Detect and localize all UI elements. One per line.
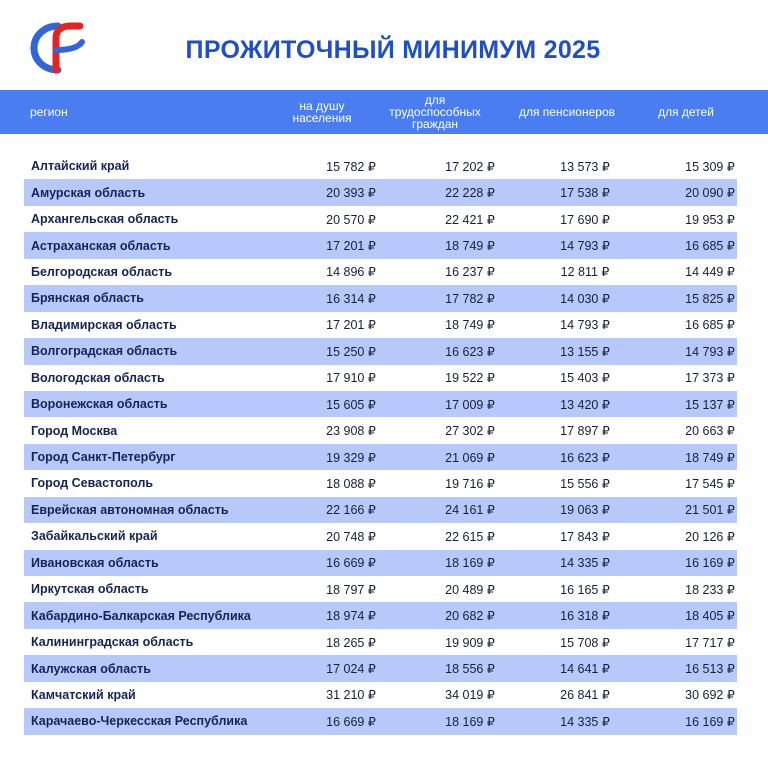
per-capita-cell: 18 974 ₽ (326, 609, 376, 624)
region-cell: Забайкальский край (31, 529, 158, 544)
pensioners-cell: 17 897 ₽ (560, 424, 610, 439)
region-cell: Воронежская область (31, 397, 168, 412)
table-row (24, 338, 737, 364)
children-cell: 20 090 ₽ (685, 186, 735, 201)
per-capita-cell: 23 908 ₽ (326, 424, 376, 439)
pensioners-cell: 17 843 ₽ (560, 529, 610, 544)
region-cell: Алтайский край (31, 159, 130, 174)
children-cell: 16 169 ₽ (685, 556, 735, 571)
children-cell: 16 685 ₽ (685, 239, 735, 254)
region-cell: Амурская область (31, 185, 146, 200)
per-capita-cell: 20 570 ₽ (326, 212, 376, 227)
table-row (24, 576, 737, 602)
per-capita-cell: 15 250 ₽ (326, 344, 376, 359)
per-capita-cell: 18 088 ₽ (326, 476, 376, 491)
working-age-cell: 16 623 ₽ (445, 344, 495, 359)
region-cell: Калужская область (31, 661, 151, 676)
table-row (24, 682, 737, 708)
per-capita-cell: 14 896 ₽ (326, 265, 376, 280)
pensioners-cell: 14 030 ₽ (560, 291, 610, 306)
region-cell: Иркутская область (31, 582, 149, 597)
per-capita-cell: 16 669 ₽ (326, 556, 376, 571)
pensioners-cell: 12 811 ₽ (560, 265, 610, 280)
per-capita-cell: 15 605 ₽ (326, 397, 376, 412)
region-cell: Волгоградская область (31, 344, 178, 359)
children-cell: 15 825 ₽ (685, 291, 735, 306)
column-header-working-age: для трудоспособных граждан (389, 93, 481, 131)
region-cell: Карачаево-Черкесская Республика (31, 714, 248, 729)
region-cell: Кабардино-Балкарская Республика (31, 608, 251, 623)
table-row (24, 708, 737, 734)
children-cell: 16 685 ₽ (685, 318, 735, 333)
children-cell: 15 309 ₽ (685, 159, 735, 174)
children-cell: 18 749 ₽ (685, 450, 735, 465)
pensioners-cell: 13 573 ₽ (560, 159, 610, 174)
working-age-cell: 24 161 ₽ (445, 503, 495, 518)
table-row (24, 259, 737, 285)
region-cell: Владимирская область (31, 317, 177, 332)
children-cell: 19 953 ₽ (685, 212, 735, 227)
working-age-cell: 21 069 ₽ (445, 450, 495, 465)
region-cell: Город Санкт-Петербург (31, 450, 176, 465)
working-age-cell: 18 749 ₽ (445, 239, 495, 254)
pensioners-cell: 14 641 ₽ (560, 662, 610, 677)
per-capita-cell: 20 748 ₽ (326, 529, 376, 544)
region-cell: Камчатский край (31, 687, 136, 702)
working-age-cell: 27 302 ₽ (445, 424, 495, 439)
children-cell: 16 169 ₽ (685, 714, 735, 729)
per-capita-cell: 17 910 ₽ (326, 371, 376, 386)
per-capita-cell: 20 393 ₽ (326, 186, 376, 201)
pensioners-cell: 14 335 ₽ (560, 556, 610, 571)
table-row (24, 365, 737, 391)
per-capita-cell: 17 201 ₽ (326, 318, 376, 333)
region-cell: Астраханская область (31, 238, 171, 253)
pensioners-cell: 15 708 ₽ (560, 635, 610, 650)
working-age-cell: 20 682 ₽ (445, 609, 495, 624)
table-row (24, 550, 737, 576)
per-capita-cell: 19 329 ₽ (326, 450, 376, 465)
children-cell: 18 405 ₽ (685, 609, 735, 624)
pensioners-cell: 15 403 ₽ (560, 371, 610, 386)
region-cell: Город Москва (31, 423, 118, 438)
per-capita-cell: 18 797 ₽ (326, 582, 376, 597)
children-cell: 30 692 ₽ (685, 688, 735, 703)
per-capita-cell: 16 314 ₽ (326, 291, 376, 306)
table-row (24, 629, 737, 655)
working-age-cell: 18 169 ₽ (445, 556, 495, 571)
table-row (24, 523, 737, 549)
per-capita-cell: 17 024 ₽ (326, 662, 376, 677)
per-capita-cell: 15 782 ₽ (326, 159, 376, 174)
working-age-cell: 17 009 ₽ (445, 397, 495, 412)
pensioners-cell: 16 318 ₽ (560, 609, 610, 624)
working-age-cell: 18 556 ₽ (445, 662, 495, 677)
children-cell: 17 373 ₽ (685, 371, 735, 386)
region-cell: Вологодская область (31, 370, 165, 385)
working-age-cell: 34 019 ₽ (445, 688, 495, 703)
children-cell: 20 126 ₽ (685, 529, 735, 544)
working-age-cell: 22 615 ₽ (445, 529, 495, 544)
pensioners-cell: 15 556 ₽ (560, 476, 610, 491)
table-row (24, 232, 737, 258)
per-capita-cell: 17 201 ₽ (326, 239, 376, 254)
working-age-cell: 18 749 ₽ (445, 318, 495, 333)
page-title: ПРОЖИТОЧНЫЙ МИНИМУМ 2025 (185, 36, 601, 64)
children-cell: 21 501 ₽ (685, 503, 735, 518)
column-header-region: регион (30, 105, 68, 119)
region-cell: Еврейская автономная область (31, 502, 229, 517)
column-header-children: для детей (658, 105, 714, 119)
table-row (24, 470, 737, 496)
pensioners-cell: 17 538 ₽ (560, 186, 610, 201)
working-age-cell: 22 421 ₽ (445, 212, 495, 227)
children-cell: 17 545 ₽ (685, 476, 735, 491)
children-cell: 16 513 ₽ (685, 662, 735, 677)
working-age-cell: 17 782 ₽ (445, 291, 495, 306)
children-cell: 17 717 ₽ (685, 635, 735, 650)
working-age-cell: 20 489 ₽ (445, 582, 495, 597)
region-cell: Белгородская область (31, 264, 173, 279)
column-header-pensioners: для пенсионеров (518, 105, 616, 119)
table-row (24, 285, 737, 311)
children-cell: 14 449 ₽ (685, 265, 735, 280)
working-age-cell: 18 169 ₽ (445, 714, 495, 729)
table-row (24, 497, 737, 523)
per-capita-cell: 16 669 ₽ (326, 714, 376, 729)
table-row (24, 153, 737, 179)
region-cell: Калининградская область (31, 635, 194, 650)
table-row (24, 312, 737, 338)
working-age-cell: 19 909 ₽ (445, 635, 495, 650)
pensioners-cell: 17 690 ₽ (560, 212, 610, 227)
region-cell: Брянская область (31, 291, 144, 306)
table-row (24, 391, 737, 417)
table-row (24, 179, 737, 205)
pensioners-cell: 14 793 ₽ (560, 318, 610, 333)
children-cell: 20 663 ₽ (685, 424, 735, 439)
per-capita-cell: 18 265 ₽ (326, 635, 376, 650)
working-age-cell: 16 237 ₽ (445, 265, 495, 280)
pensioners-cell: 26 841 ₽ (560, 688, 610, 703)
subsistence-minimum-table (24, 153, 737, 735)
pensioners-cell: 14 793 ₽ (560, 239, 610, 254)
table-header (0, 90, 768, 134)
children-cell: 15 137 ₽ (685, 397, 735, 412)
working-age-cell: 19 522 ₽ (445, 371, 495, 386)
pensioners-cell: 16 165 ₽ (560, 582, 610, 597)
working-age-cell: 22 228 ₽ (445, 186, 495, 201)
children-cell: 18 233 ₽ (685, 582, 735, 597)
table-row (24, 206, 737, 232)
per-capita-cell: 31 210 ₽ (326, 688, 376, 703)
pensioners-cell: 13 420 ₽ (560, 397, 610, 412)
pensioners-cell: 13 155 ₽ (560, 344, 610, 359)
region-cell: Ивановская область (31, 555, 159, 570)
pensioners-cell: 16 623 ₽ (560, 450, 610, 465)
region-cell: Архангельская область (31, 212, 179, 227)
table-row (24, 655, 737, 681)
column-header-per-capita: на душу населения (292, 99, 352, 125)
children-cell: 14 793 ₽ (685, 344, 735, 359)
table-row (24, 444, 737, 470)
table-row (24, 417, 737, 443)
per-capita-cell: 22 166 ₽ (326, 503, 376, 518)
region-cell: Город Севастополь (31, 476, 154, 491)
working-age-cell: 17 202 ₽ (445, 159, 495, 174)
table-row (24, 602, 737, 628)
pensioners-cell: 14 335 ₽ (560, 714, 610, 729)
working-age-cell: 19 716 ₽ (445, 476, 495, 491)
pensioners-cell: 19 063 ₽ (560, 503, 610, 518)
